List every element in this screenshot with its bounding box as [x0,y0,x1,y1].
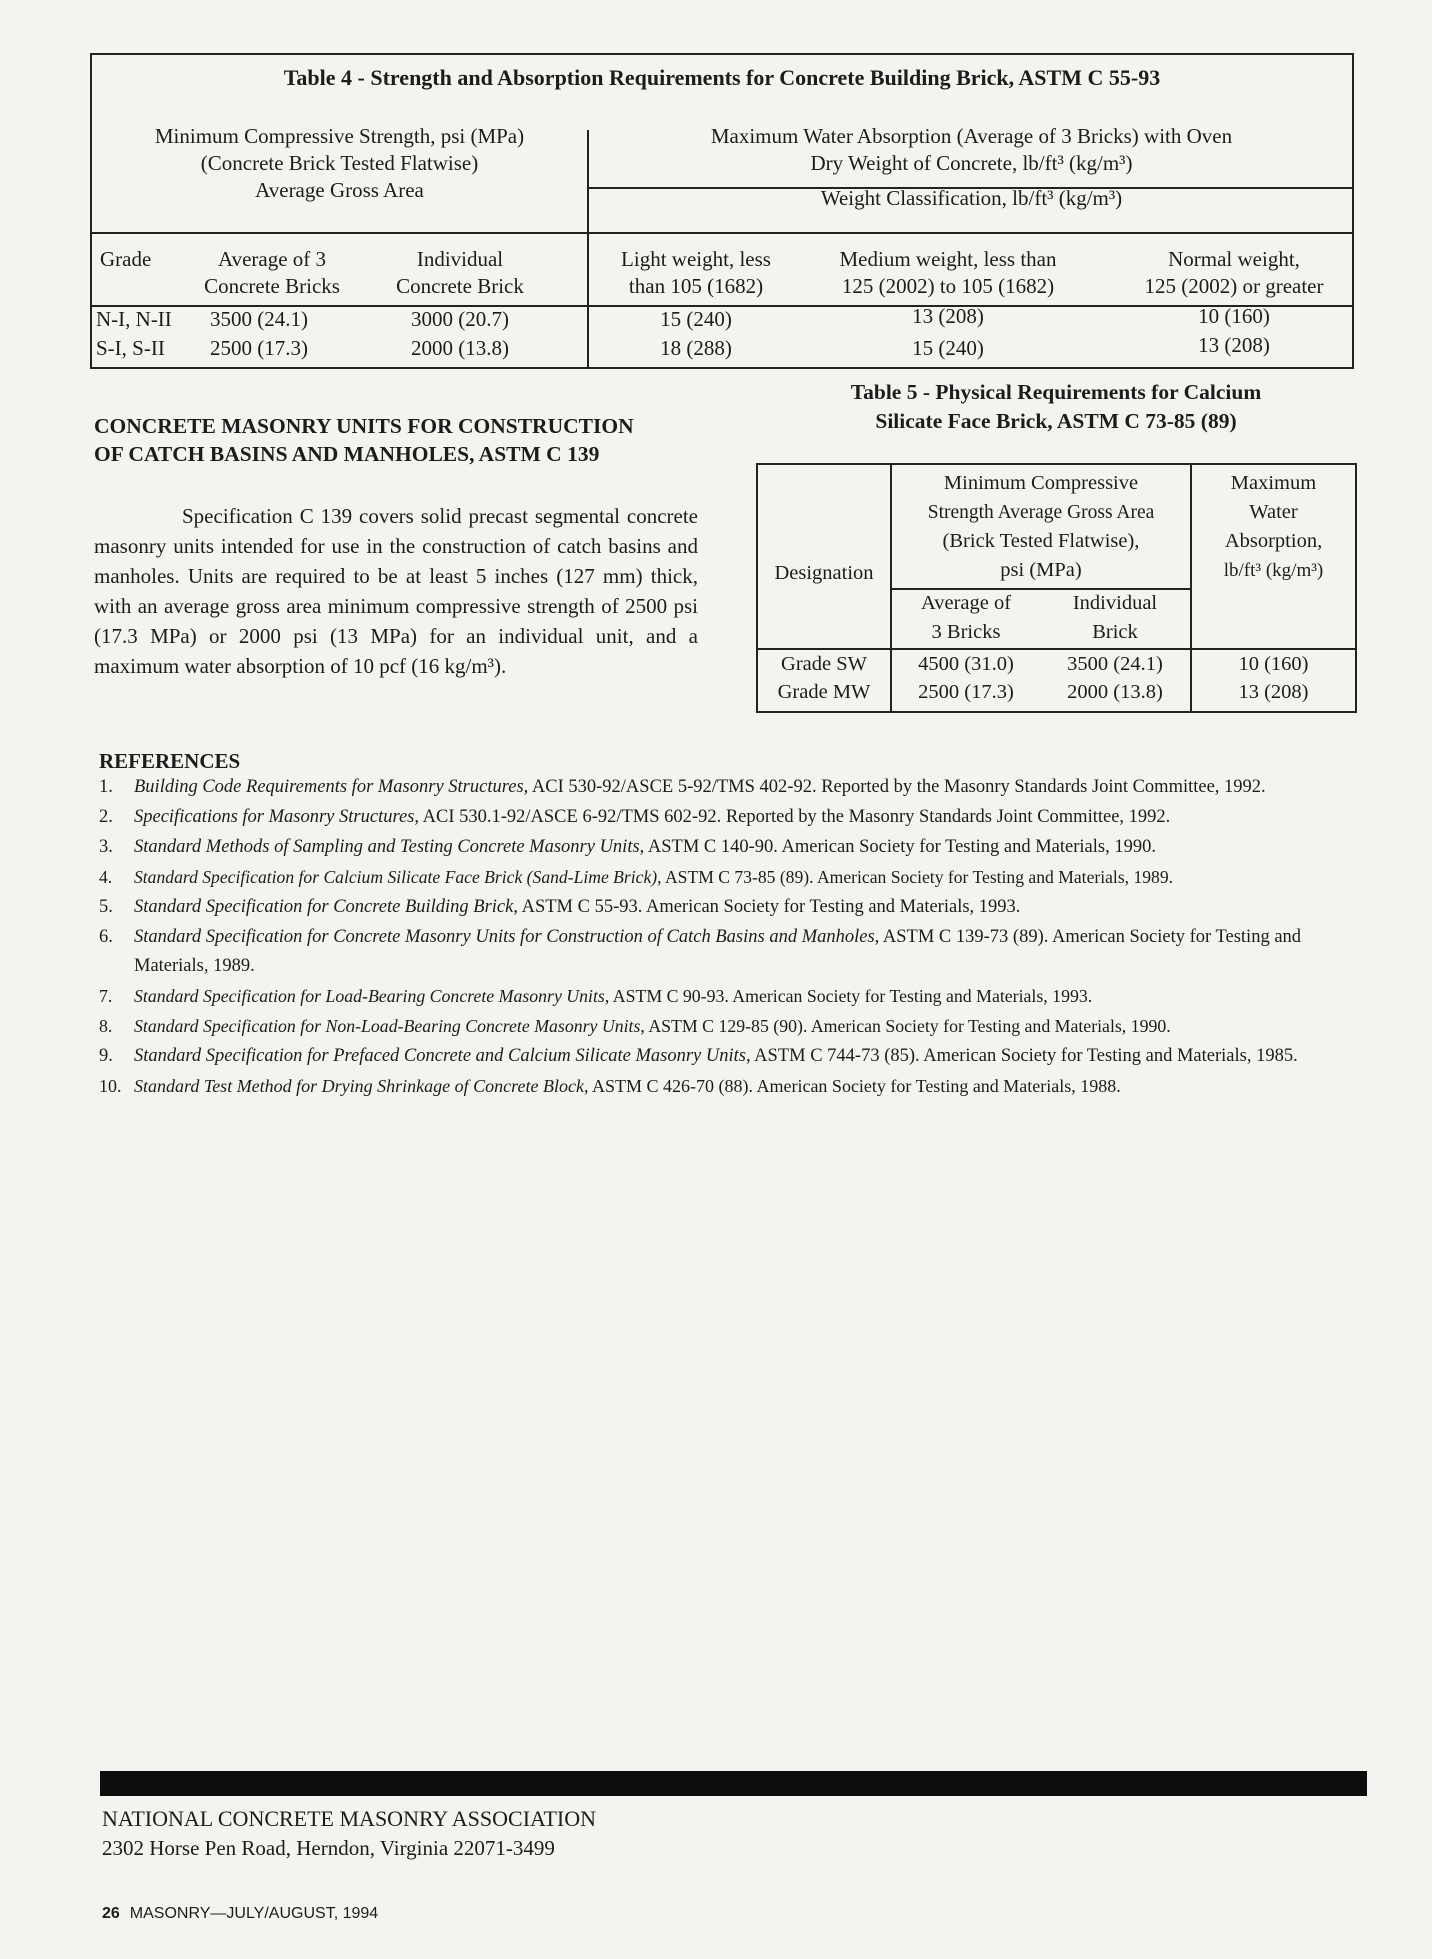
references-heading: REFERENCES [99,749,241,773]
page-number: 26 [102,1905,120,1922]
table-row-individual: 3000 (20.7) [411,307,509,331]
table-row-medium: 13 (208) [912,304,984,328]
table-5-title: Table 5 - Physical Requirements for Calcium Silicate Face Brick, ASTM C 73-85 (89) [850,380,1262,433]
table-5 [756,463,1357,713]
list-item: 3. Standard Methods of Sampling and Testing Concrete Masonry Units, ASTM C 140-90. American Society for Testing and Materials, 1990. [99,837,1156,857]
table-row-individual: 2000 (13.8) [1067,681,1163,703]
list-item: 8. Standard Specification for Non-Load-Bearing Concrete Masonry Units, ASTM C 129-85 (90). American Society for Testing and Materials, 1990. [99,1016,1171,1036]
table-5-col-designation: Designation [774,562,874,584]
footer-rule [100,1771,1367,1796]
table-5-col-strength: Minimum Compressive Strength Average Gross Area (Brick Tested Flatwise), psi (MPa) [927,472,1155,581]
table-row-grade: N-I, N-II [96,307,172,331]
table-4-col-light: Light weight, less than 105 (1682) [621,247,771,298]
section-body: Specification C 139 covers solid precast segmental concrete masonry units intended for use in the construction of catch basins and manholes. Units are required to be at least 5 inches (127 mm) thick, with an average gross area minimum compressive strength of 2500 psi (17.3 MPa) or 2000 psi (13 MPa) for an individual unit, and a maximum water absorption of 10 pcf (16 kg/m³). [94,504,698,678]
table-row-absorption: 13 (208) [1238,681,1309,703]
table-5-col-absorption: Maximum Water Absorption, lb/ft³ (kg/m³) [1223,472,1324,581]
list-item: 4. Standard Specification for Calcium Silicate Face Brick (Sand-Lime Brick), ASTM C 73-85 (89). American Society for Testing and Materials, 1989. [99,867,1174,887]
table-row-light: 15 (240) [660,307,732,331]
table-4-weight-classification: Weight Classification, lb/ft³ (kg/m³) [820,186,1123,210]
publication-line: MASONRY—JULY/AUGUST, 1994 [129,1905,379,1922]
list-item: 7. Standard Specification for Load-Bearing Concrete Masonry Units, ASTM C 90-93. American Society for Testing and Materials, 1993. [99,986,1093,1006]
list-item: 1. Building Code Requirements for Masonry Structures, ACI 530-92/ASCE 5-92/TMS 402-92. Reported by the Masonry Standards Joint Committee, 1992. [99,777,1266,797]
table-4-col-normal: Normal weight, 125 (2002) or greater [1144,247,1324,298]
table-row-designation: Grade SW [781,653,867,675]
table-4-col-individual: Individual Concrete Brick [396,247,524,298]
table-row-medium: 15 (240) [912,336,984,360]
table-4 [90,53,1354,369]
references-list [99,773,1361,1102]
table-row-light: 18 (288) [660,336,732,360]
list-item: 5. Standard Specification for Concrete Building Brick, ASTM C 55-93. American Society for Testing and Materials, 1993. [99,897,1021,917]
table-row-normal: 10 (160) [1198,304,1270,328]
table-4-divider [92,232,1354,234]
table-row-average: 2500 (17.3) [918,681,1014,703]
table-5-col-average: Average of 3 Bricks [920,592,1012,643]
table-row-absorption: 10 (160) [1238,653,1309,675]
table-4-col-average: Average of 3 Concrete Bricks [204,247,340,298]
table-5-col-individual: Individual Brick [1072,592,1158,643]
table-4-title: Table 4 - Strength and Absorption Requirements for Concrete Building Brick, ASTM C 55-93 [283,65,1161,90]
table-row-average: 3500 (24.1) [210,307,308,331]
table-4-col-medium: Medium weight, less than 125 (2002) to 105 (1682) [839,247,1057,298]
organization-name: NATIONAL CONCRETE MASONRY ASSOCIATION [102,1806,597,1831]
list-item: 6. Standard Specification for Concrete Masonry Units for Construction of Catch Basins and Manholes, ASTM C 139-73 (89). American Society for Testing and Materials, 1989. [99,927,1302,976]
table-4-col-grade: Grade [100,247,152,271]
organization-address: 2302 Horse Pen Road, Herndon, Virginia 22071-3499 [102,1836,555,1860]
table-row-grade: S-I, S-II [96,336,165,360]
table-4-absorption-header: Maximum Water Absorption (Average of 3 Bricks) with Oven Dry Weight of Concrete, lb/ft³ (kg/m³) [710,124,1233,175]
table-row-normal: 13 (208) [1198,333,1270,357]
table-row-average: 2500 (17.3) [210,336,308,360]
table-row-individual: 3500 (24.1) [1067,653,1163,675]
table-4-strength-header: Minimum Compressive Strength, psi (MPa) (Concrete Brick Tested Flatwise) Average Gross Area [154,124,525,202]
list-item: 10. Standard Test Method for Drying Shrinkage of Concrete Block, ASTM C 426-70 (88). American Society for Testing and Materials, 1988. [99,1076,1121,1096]
table-row-average: 4500 (31.0) [918,653,1014,675]
list-item: 2. Specifications for Masonry Structures, ACI 530.1-92/ASCE 6-92/TMS 602-92. Reported by the Masonry Standards Joint Committee, 1992. [99,807,1171,827]
table-row-individual: 2000 (13.8) [411,336,509,360]
list-item: 9. Standard Specification for Prefaced Concrete and Calcium Silicate Masonry Units, ASTM C 744-73 (85). American Society for Testing and Materials, 1985. [99,1046,1298,1066]
page-footer [102,1905,378,1923]
section-heading: CONCRETE MASONRY UNITS FOR CONSTRUCTION OF CATCH BASINS AND MANHOLES, ASTM C 139 [94,414,634,466]
table-row-designation: Grade MW [777,681,871,703]
